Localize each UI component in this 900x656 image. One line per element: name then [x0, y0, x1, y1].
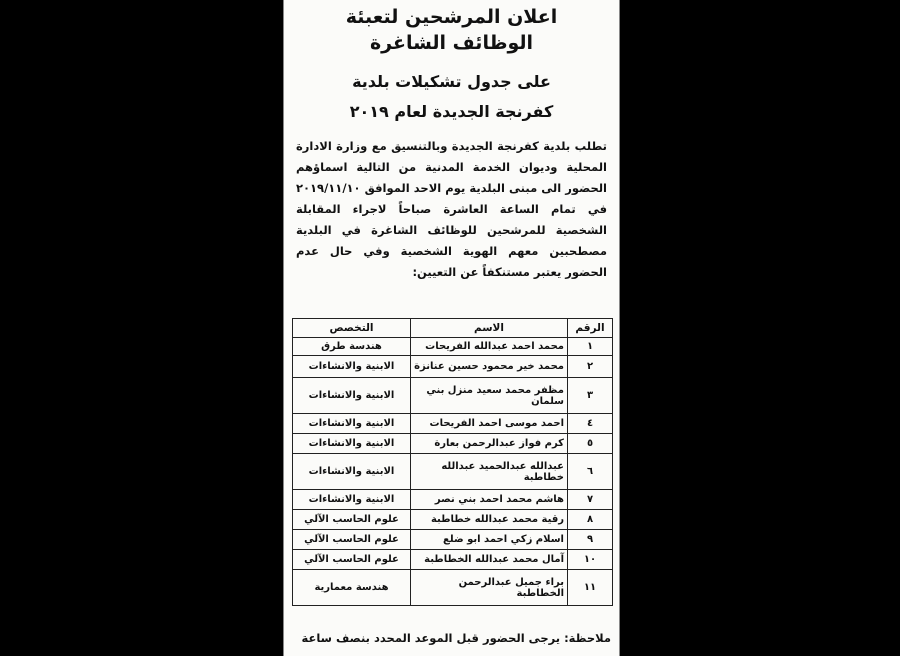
row-number: ١٠ — [568, 550, 613, 570]
row-name: رقية محمد عبدالله خطاطبة — [411, 510, 568, 530]
header-name: الاسم — [411, 319, 568, 338]
table-row — [293, 490, 613, 510]
row-name: محمد احمد عبدالله الفريحات — [411, 338, 568, 356]
row-number: ٩ — [568, 530, 613, 550]
row-number: ١ — [568, 338, 613, 356]
row-number: ٦ — [568, 454, 613, 490]
table-row — [293, 570, 613, 606]
announcement-heading-line-1: على جدول تشكيلات بلدية — [352, 72, 551, 91]
row-number: ٧ — [568, 490, 613, 510]
row-number: ٥ — [568, 434, 613, 454]
row-number: ٣ — [568, 378, 613, 414]
table-row — [293, 454, 613, 490]
row-name: محمد خير محمود حسين عنانزة — [411, 356, 568, 378]
table-row — [293, 356, 613, 378]
row-name: مظفر محمد سعيد منزل بني سلمان — [411, 378, 568, 414]
table-row — [293, 414, 613, 434]
row-name: اسلام زكي احمد ابو ضلع — [411, 530, 568, 550]
row-name: احمد موسى احمد الفريحات — [411, 414, 568, 434]
candidates-table — [292, 318, 613, 606]
row-number: ١١ — [568, 570, 613, 606]
row-specialization: الابنية والانشاءات — [293, 378, 411, 414]
announcement-heading-line-2: كفرنجة الجديدة لعام ٢٠١٩ — [349, 102, 554, 121]
table-row — [293, 338, 613, 356]
announcement-title-line-1: اعلان المرشحين لتعبئة — [345, 6, 558, 28]
row-specialization: علوم الحاسب الآلي — [293, 550, 411, 570]
row-number: ٢ — [568, 356, 613, 378]
row-specialization: علوم الحاسب الآلي — [293, 510, 411, 530]
row-specialization: الابنية والانشاءات — [293, 414, 411, 434]
candidates-table-body — [293, 338, 613, 606]
row-specialization: الابنية والانشاءات — [293, 434, 411, 454]
announcement-body: تطلب بلدية كفرنجة الجديدة وبالتنسيق مع وزارة الادارة المحلية وديوان الخدمة المدنية من التالية اسماؤهم الحضور الى مبنى البلدية يوم الاحد الموافق ٢٠١٩/١١/١٠ في تمام الساعة العاشرة صباحاً لاجراء المقابلة الشخصية للمرشحين للوظائف الشاغرة في البلدية مصطحبين معهم الهوية الشخصية وفي حال عدم الحضور يعتبر مستنكفاً عن التعيين: — [296, 139, 607, 279]
table-row — [293, 530, 613, 550]
header-specialization: التخصص — [293, 319, 411, 338]
table-row — [293, 434, 613, 454]
announcement-title-line-2: الوظائف الشاغرة — [369, 32, 534, 54]
row-name: آمال محمد عبدالله الخطاطبة — [411, 550, 568, 570]
row-name: كرم فواز عبدالرحمن بعارة — [411, 434, 568, 454]
row-specialization: هندسة طرق — [293, 338, 411, 356]
announcement-note: ملاحظة: يرجى الحضور قبل الموعد المحدد بنصف ساعة — [301, 631, 611, 645]
row-specialization: علوم الحاسب الآلي — [293, 530, 411, 550]
row-number: ٨ — [568, 510, 613, 530]
table-row — [293, 378, 613, 414]
row-name: عبدالله عبدالحميد عبدالله خطاطبة — [411, 454, 568, 490]
row-specialization: الابنية والانشاءات — [293, 454, 411, 490]
table-row — [293, 550, 613, 570]
header-number: الرقم — [568, 319, 613, 338]
newspaper-clipping — [283, 0, 620, 656]
row-specialization: الابنية والانشاءات — [293, 356, 411, 378]
table-header-row — [293, 319, 613, 338]
table-row — [293, 510, 613, 530]
row-name: براء جميل عبدالرحمن الخطاطبة — [411, 570, 568, 606]
row-name: هاشم محمد احمد بني نصر — [411, 490, 568, 510]
row-specialization: الابنية والانشاءات — [293, 490, 411, 510]
row-specialization: هندسة معمارية — [293, 570, 411, 606]
row-number: ٤ — [568, 414, 613, 434]
